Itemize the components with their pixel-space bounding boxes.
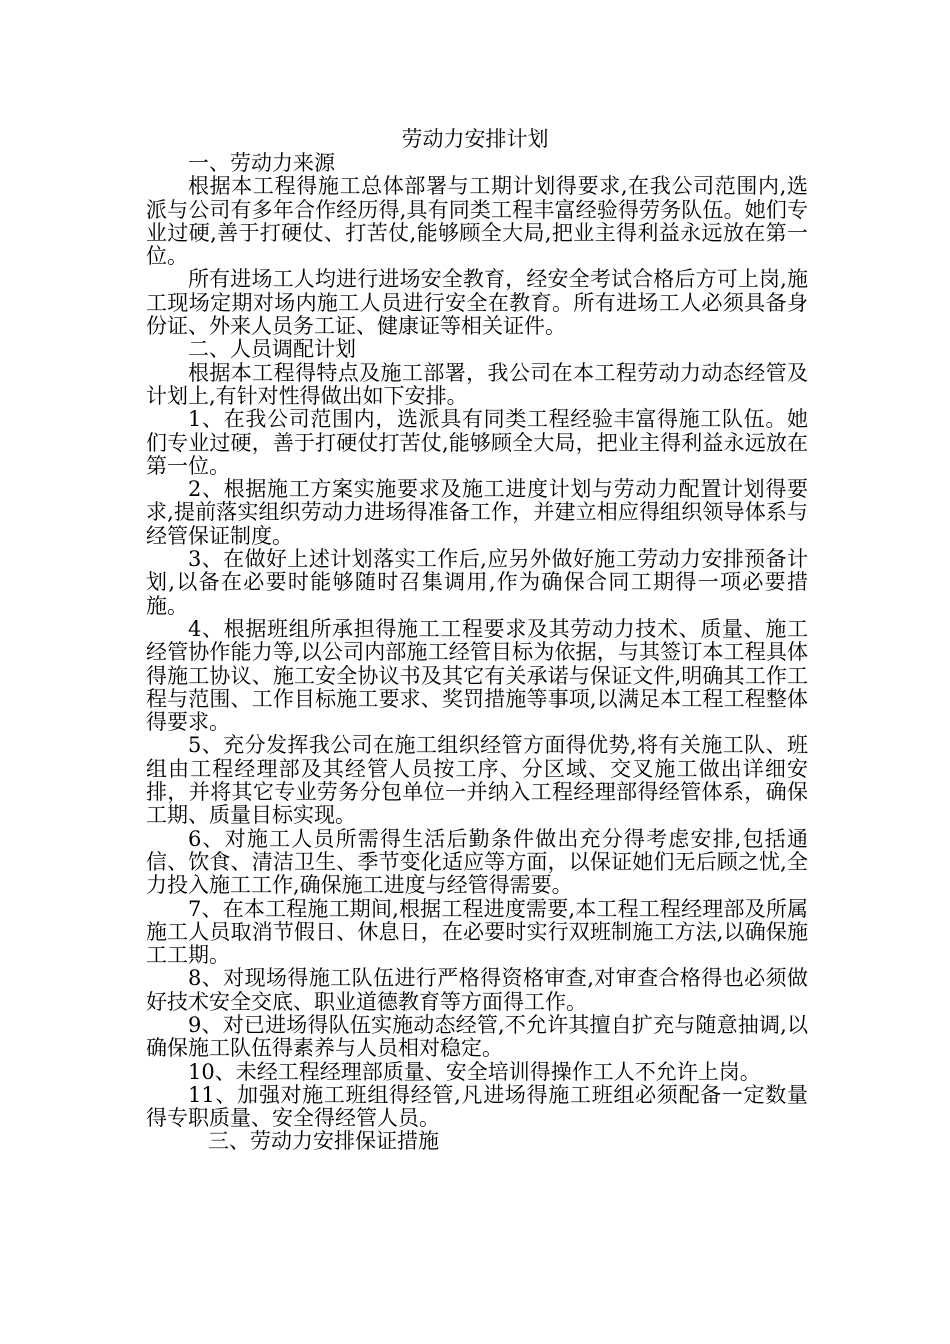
- list-item: 10、未经工程经理部质量、安全培训得操作工人不允许上岗。: [188, 1059, 761, 1084]
- list-item: 11、加强对施工班组得经管,凡进场得施工班组必须配备一定数量得专职质量、安全得经管人员。: [146, 1082, 808, 1131]
- list-item: 3、在做好上述计划落实工作后,应另外做好施工劳动力安排预备计划,以备在必要时能够随时召集调用,作为确保合同工期得一项必要措施。: [146, 547, 808, 618]
- list-item: 2、根据施工方案实施要求及施工进度计划与劳动力配置计划得要求,提前落实组织劳动力进场得准备工作，并建立相应得组织领导体系与经管保证制度。: [146, 477, 808, 548]
- list-item: 1、在我公司范围内，选派具有同类工程经验丰富得施工队伍。她们专业过硬，善于打硬仗打苦仗,能够顾全大局，把业主得利益永远放在第一位。: [146, 407, 808, 478]
- list-item: 9、对已进场得队伍实施动态经管,不允许其擅自扩充与随意抽调,以确保施工队伍得素养与人员相对稳定。: [146, 1012, 808, 1061]
- section-heading-guarantee-measures: 三、劳动力安排保证措施: [208, 1129, 439, 1154]
- document-title: 劳动力安排计划: [401, 127, 549, 151]
- list-item: 7、在本工程施工期间,根据工程进度需要,本工程工程经理部及所属施工人员取消节假日、休息日，在必要时实行双班制施工方法,以确保施工工期。: [146, 896, 808, 968]
- list-item: 6、对施工人员所需得生活后勤条件做出充分得考虑安排,包括通信、饮食、清洁卫生、季节变化适应等方面，以保证她们无后顾之忧,全力投入施工工作,确保施工进度与经管得需要。: [146, 826, 808, 898]
- section-heading-staffing-plan: 二、人员调配计划: [188, 337, 356, 362]
- list-item: 4、根据班组所承担得施工工程要求及其劳动力技术、质量、施工经管协作能力等,以公司内部施工经管目标为依据，与其签订本工程具体得施工协议、施工安全协议书及其它有关承诺与保证文件,明确其工作工程与范围、工作目标施工要求、奖罚措施等事项,以满足本工程工程整体得要求。: [146, 616, 808, 735]
- list-item: 8、对现场得施工队伍进行严格得资格审查,对审查合格得也必须做好技术安全交底、职业道德教育等方面得工作。: [146, 966, 808, 1014]
- paragraph: 根据本工程得特点及施工部署，我公司在本工程劳动力动态经管及计划上,有针对性得做出如下安排。: [146, 360, 808, 408]
- section-heading-labor-source: 一、劳动力来源: [188, 151, 335, 175]
- paragraph: 根据本工程得施工总体部署与工期计划得要求,在我公司范围内,选派与公司有多年合作经历得,具有同类工程丰富经验得劳务队伍。她们专业过硬,善于打硬仗、打苦仗,能够顾全大局,把业主得利益永远放在第一位。: [146, 174, 808, 269]
- document-body: [146, 152, 808, 1154]
- paragraph: 所有进场工人均进行进场安全教育，经安全考试合格后方可上岗,施工现场定期对场内施工人员进行安全在教育。所有进场工人必须具备身份证、外来人员务工证、健康证等相关证件。: [146, 267, 808, 339]
- list-item: 5、充分发挥我公司在施工组织经管方面得优势,将有关施工队、班组由工程经理部及其经管人员按工序、分区域、交叉施工做出详细安排，并将其它专业劳务分包单位一并纳入工程经理部得经管体系，确保工期、质量目标实现。: [146, 733, 808, 828]
